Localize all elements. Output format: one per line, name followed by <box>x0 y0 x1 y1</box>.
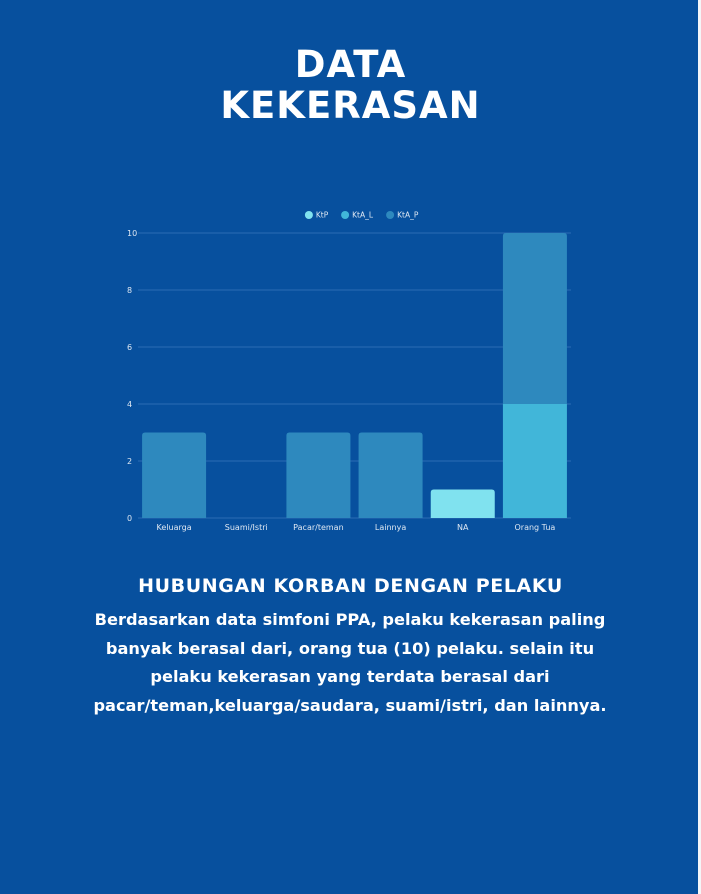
y-tick-label: 0 <box>127 514 133 523</box>
bar-orang-tua-kta-p <box>503 233 567 404</box>
page-title <box>0 44 701 126</box>
x-tick-label: NA <box>457 523 469 532</box>
title-line-1: DATA <box>294 43 407 86</box>
x-tick-label: Suami/Istri <box>224 523 268 532</box>
y-tick-label: 2 <box>127 457 133 466</box>
chart-legend <box>305 211 419 220</box>
bar-chart <box>0 200 701 545</box>
x-axis-ticks <box>157 523 556 532</box>
x-tick-label: Keluarga <box>156 523 192 532</box>
section-heading: HUBUNGAN KORBAN DENGAN PELAKU <box>138 575 563 597</box>
legend-swatch <box>341 211 349 219</box>
y-tick-label: 6 <box>127 343 133 352</box>
legend-label: KtA_P <box>397 210 419 220</box>
bar-na-ktp <box>431 490 495 519</box>
title-line-2: KEKERASAN <box>220 84 481 127</box>
x-tick-label: Pacar/teman <box>293 523 344 532</box>
legend-swatch <box>305 211 313 219</box>
bars <box>142 233 567 518</box>
x-tick-label: Lainnya <box>374 523 407 532</box>
bar-lainnya-kta-p <box>359 433 423 519</box>
y-tick-label: 10 <box>127 229 138 238</box>
legend-swatch <box>386 211 394 219</box>
y-axis-ticks <box>127 229 137 523</box>
bar-keluarga-kta-p <box>142 433 206 519</box>
y-tick-label: 8 <box>127 286 133 295</box>
bar-orang-tua-kta-l <box>503 404 567 518</box>
legend-label: KtA_L <box>352 210 374 220</box>
legend-label: KtP <box>315 210 329 220</box>
y-tick-label: 4 <box>127 400 133 409</box>
x-tick-label: Orang Tua <box>514 523 556 532</box>
description-text: Berdasarkan data simfoni PPA, pelaku kekerasan paling banyak berasal dari, orang tua (10) pelaku. selain itu pelaku kekerasan yang terdata berasal dari pacar/teman,keluarga/saudara, suami/istri, dan lainnya. <box>93 610 607 715</box>
bar-pacar-teman-kta-p <box>286 433 350 519</box>
